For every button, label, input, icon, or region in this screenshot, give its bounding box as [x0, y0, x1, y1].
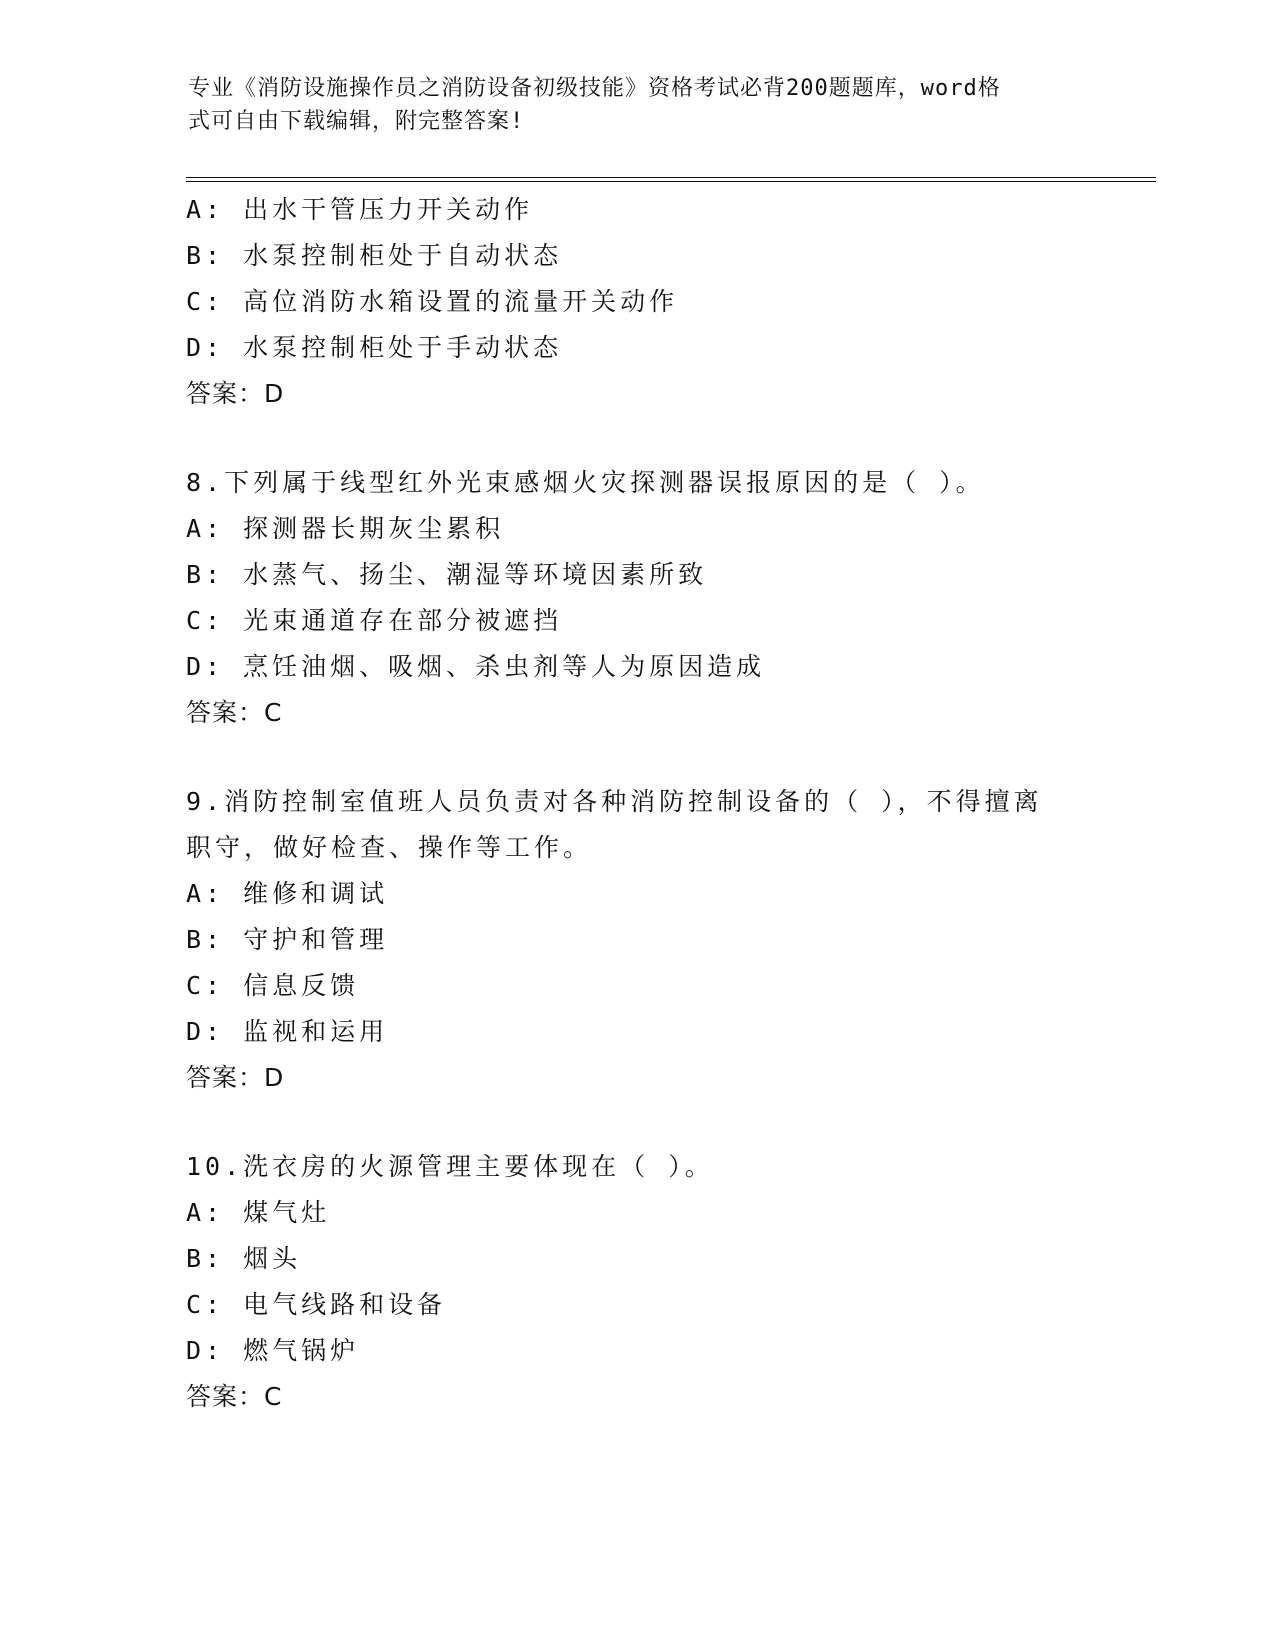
header-divider-bottom	[186, 181, 1156, 182]
option-a: A: 探测器长期灰尘累积	[186, 514, 505, 543]
option-c: C: 信息反馈	[186, 971, 360, 1000]
header-divider-top	[186, 177, 1156, 178]
question-text-line-1: 9.消防控制室值班人员负责对各种消防控制设备的（ ），不得擅离	[186, 787, 1043, 816]
option-b: B: 烟头	[186, 1244, 302, 1273]
option-b: B: 水泵控制柜处于自动状态	[186, 241, 563, 270]
question-list	[186, 187, 1086, 1420]
option-d: D: 燃气锅炉	[186, 1336, 360, 1365]
document-header	[188, 72, 1068, 138]
question-text: 8.下列属于线型红外光束感烟火灾探测器误报原因的是（ ）。	[186, 468, 985, 497]
option-c: C: 电气线路和设备	[186, 1290, 447, 1319]
option-d: D: 烹饪油烟、吸烟、杀虫剂等人为原因造成	[186, 652, 766, 681]
option-d: D: 监视和运用	[186, 1017, 389, 1046]
answer: 答案：D	[186, 1063, 285, 1092]
question-text: 10.洗衣房的火源管理主要体现在（ ）。	[186, 1152, 714, 1181]
header-line-2: 式可自由下载编辑，附完整答案!	[188, 109, 525, 134]
question-10	[186, 1144, 1086, 1420]
option-a: A: 煤气灶	[186, 1198, 331, 1227]
answer: 答案：C	[186, 1382, 283, 1411]
question-text-line-2: 职守，做好检查、操作等工作。	[186, 833, 593, 862]
option-b: B: 水蒸气、扬尘、潮湿等环境因素所致	[186, 560, 708, 589]
option-a: A: 出水干管压力开关动作	[186, 195, 534, 224]
option-c: C: 光束通道存在部分被遮挡	[186, 606, 563, 635]
answer: 答案：C	[186, 698, 283, 727]
question-7	[186, 187, 1086, 417]
option-c: C: 高位消防水箱设置的流量开关动作	[186, 287, 679, 316]
question-9	[186, 779, 1086, 1101]
option-b: B: 守护和管理	[186, 925, 389, 954]
answer: 答案：D	[186, 379, 285, 408]
option-d: D: 水泵控制柜处于手动状态	[186, 333, 563, 362]
spacer	[186, 736, 1086, 779]
spacer	[186, 1101, 1086, 1144]
header-line-1: 专业《消防设施操作员之消防设备初级技能》资格考试必背200题题库，word格	[188, 76, 1001, 101]
question-8	[186, 460, 1086, 736]
spacer	[186, 417, 1086, 460]
option-a: A: 维修和调试	[186, 879, 389, 908]
